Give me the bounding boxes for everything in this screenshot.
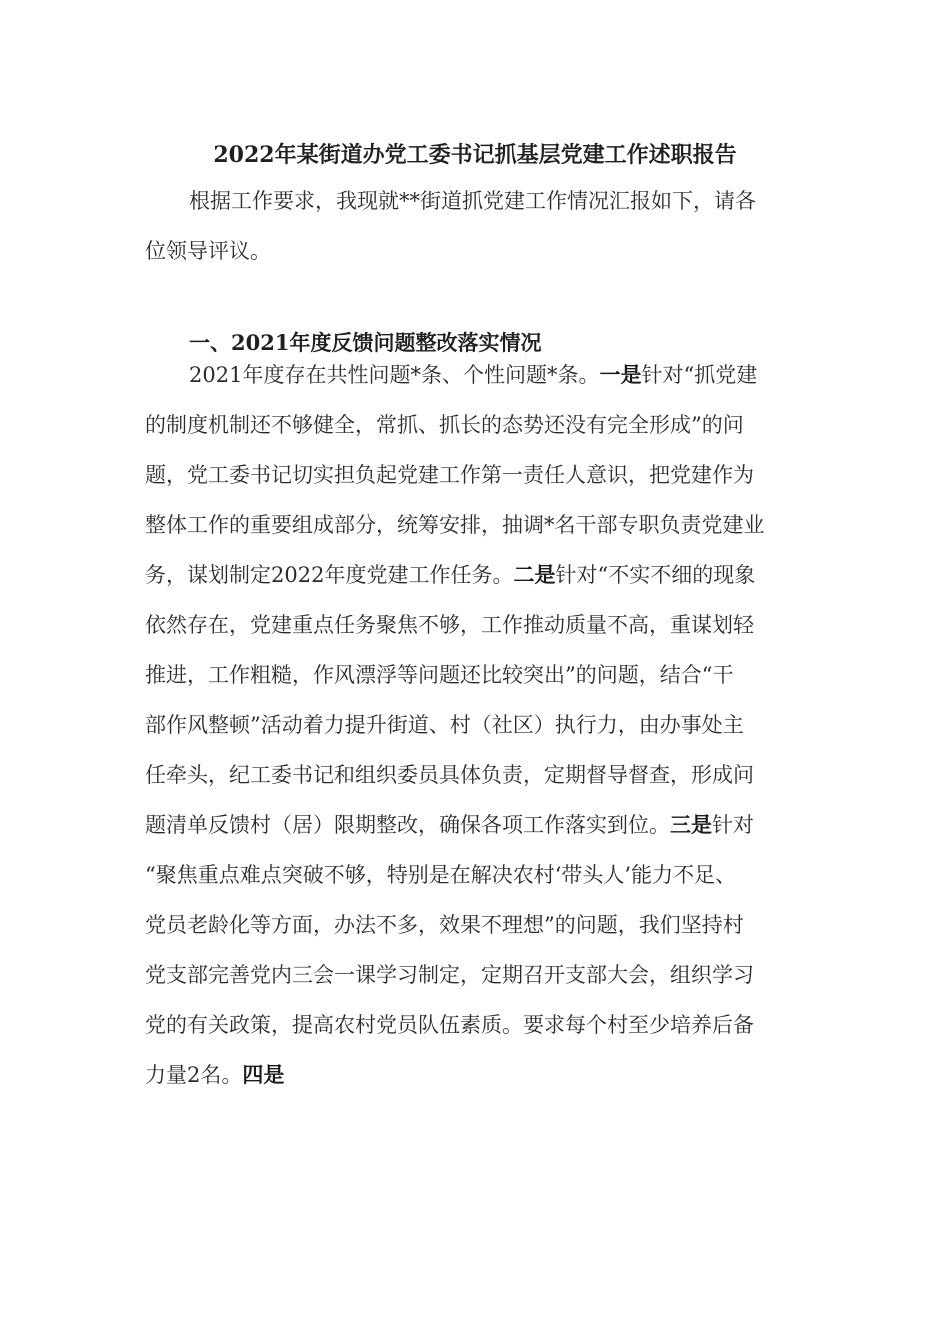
body-line-13: 党支部完善党内三会一课学习制定，定期召开支部大会，组织学习 (145, 963, 754, 987)
emphasis-text: 三是 (670, 812, 712, 837)
body-line-8: 部作风整顿”活动着力提升街道、村（社区）执行力，由办事处主 (145, 713, 744, 737)
section-heading-1: 一、2021年度反馈问题整改落实情况 (189, 330, 542, 355)
intro-line-1: 根据工作要求，我现就**街道抓党建工作情况汇报如下，请各 (189, 189, 756, 213)
body-text: 针对“不实不细的现象 (555, 563, 756, 587)
body-line-10 (145, 808, 815, 842)
body-line-15 (145, 1058, 815, 1092)
body-line-12: 党员老龄化等方面，办法不多，效果不理想”的问题，我们坚持村 (145, 913, 744, 937)
document-title: 2022年某街道办党工委书记抓基层党建工作述职报告 (213, 142, 737, 168)
emphasis-text: 四是 (242, 1062, 285, 1087)
body-line-6: 依然存在，党建重点任务聚焦不够，工作推动质量不高，重谋划轻 (145, 613, 754, 637)
body-line-9: 任牵头，纪工委书记和组织委员具体负责，定期督导督查，形成问 (145, 763, 754, 787)
body-text: 2021年度存在共性问题*条、个性问题*条。 (189, 363, 600, 387)
body-line-1 (189, 358, 815, 392)
body-text: 务，谋划制定2022年度党建工作任务。 (145, 563, 514, 587)
body-line-4: 整体工作的重要组成部分，统筹安排，抽调*名干部专职负责党建业 (145, 513, 765, 537)
emphasis-text: 一是 (599, 362, 642, 387)
body-line-11: “聚焦重点难点突破不够，特别是在解决农村‘带头人’能力不足、 (145, 863, 737, 887)
intro-line-2: 位领导评议。 (145, 239, 271, 263)
body-text: 针对 (712, 813, 754, 837)
body-text: 力量2名。 (145, 1063, 243, 1087)
body-text: 针对“抓党建 (641, 363, 758, 387)
body-line-5 (145, 558, 815, 592)
body-line-7: 推进，工作粗糙，作风漂浮等问题还比较突出”的问题，结合“干 (145, 663, 734, 687)
body-line-2: 的制度机制还不够健全，常抓、抓长的态势还没有完全形成”的问 (145, 413, 744, 437)
body-line-14: 党的有关政策，提高农村党员队伍素质。要求每个村至少培养后备 (145, 1013, 754, 1037)
body-text: 题清单反馈村（居）限期整改，确保各项工作落实到位。 (145, 813, 670, 837)
body-line-3: 题，党工委书记切实担负起党建工作第一责任人意识，把党建作为 (145, 463, 754, 487)
emphasis-text: 二是 (513, 562, 556, 587)
